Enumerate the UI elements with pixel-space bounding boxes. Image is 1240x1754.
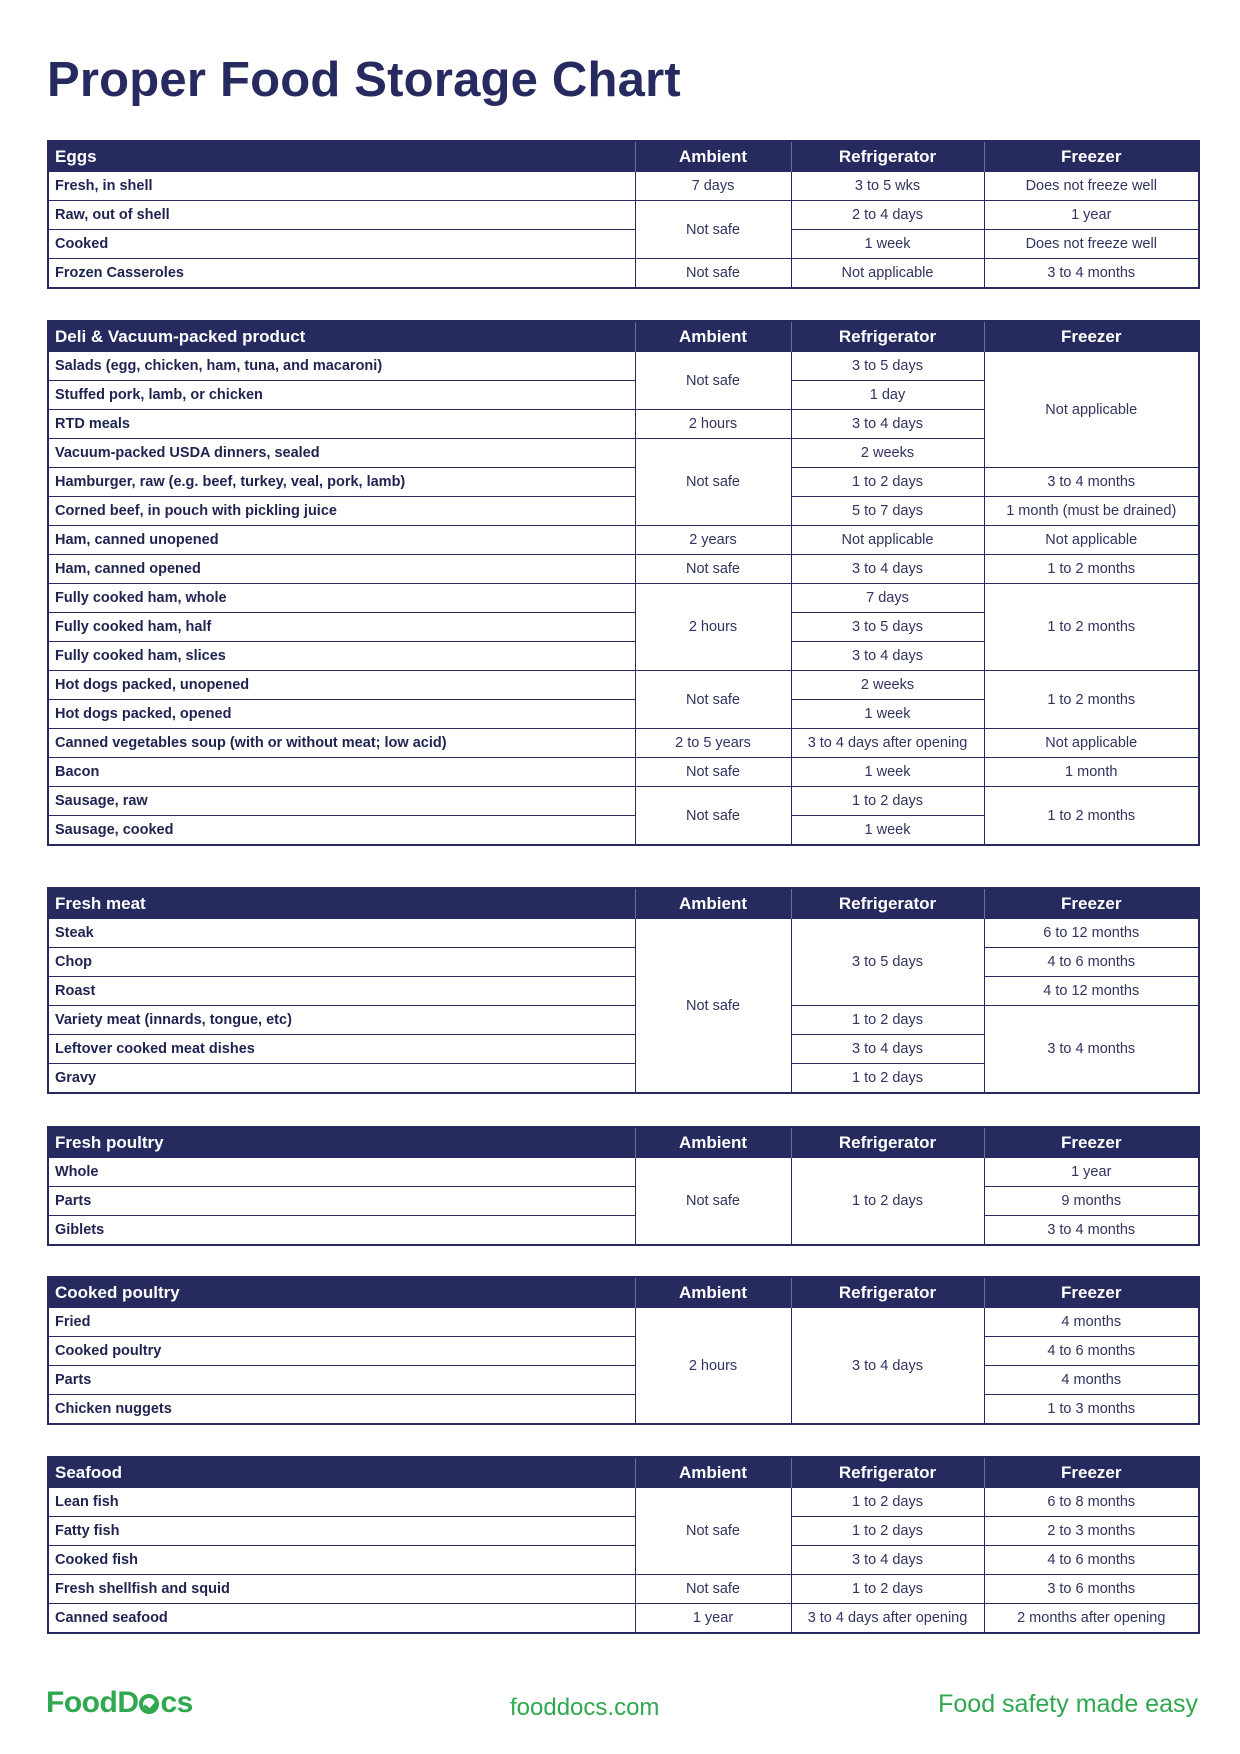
ambient-value: Not safe [635,352,791,410]
freezer-value: 1 to 2 months [984,555,1199,584]
food-item-label: Fresh, in shell [48,172,635,201]
refrigerator-value: 1 to 2 days [791,787,984,816]
refrigerator-value: 1 day [791,381,984,410]
refrigerator-value: 3 to 4 days [791,1308,984,1425]
food-item-label: Sausage, cooked [48,816,635,846]
ambient-value: Not safe [635,259,791,289]
ambient-value: Not safe [635,919,791,1094]
food-item-label: Raw, out of shell [48,201,635,230]
food-item-label: Hot dogs packed, opened [48,700,635,729]
table-row [48,201,1199,230]
column-header-refrigerator: Refrigerator [791,1457,984,1488]
freezer-value: 2 months after opening [984,1604,1199,1634]
food-item-label: Sausage, raw [48,787,635,816]
food-item-label: Cooked fish [48,1546,635,1575]
table-row [48,671,1199,700]
food-item-label: Canned seafood [48,1604,635,1634]
food-item-label: Roast [48,977,635,1006]
food-item-label: Parts [48,1366,635,1395]
header-row [48,1277,1199,1308]
food-item-label: Corned beef, in pouch with pickling juice [48,497,635,526]
ambient-value: Not safe [635,555,791,584]
section-title: Eggs [48,141,635,172]
refrigerator-value: 2 weeks [791,439,984,468]
food-item-label: Fully cooked ham, whole [48,584,635,613]
column-header-ambient: Ambient [635,888,791,919]
freezer-value: 1 year [984,201,1199,230]
food-item-label: Stuffed pork, lamb, or chicken [48,381,635,410]
refrigerator-value: Not applicable [791,526,984,555]
table-row [48,497,1199,526]
refrigerator-value: 3 to 5 days [791,919,984,1006]
column-header-ambient: Ambient [635,141,791,172]
freezer-value: 9 months [984,1187,1199,1216]
freezer-value: 3 to 4 months [984,468,1199,497]
refrigerator-value: 1 week [791,700,984,729]
header-row [48,1127,1199,1158]
food-item-label: Hamburger, raw (e.g. beef, turkey, veal, pork, lamb) [48,468,635,497]
freezer-value: 2 to 3 months [984,1517,1199,1546]
table-row [48,1216,1199,1246]
freezer-value: 4 to 6 months [984,948,1199,977]
table-row [48,1575,1199,1604]
ambient-value: 2 hours [635,410,791,439]
ambient-value: Not safe [635,758,791,787]
food-item-label: Hot dogs packed, unopened [48,671,635,700]
table-row [48,1488,1199,1517]
refrigerator-value: 1 week [791,816,984,846]
food-item-label: Canned vegetables soup (with or without meat; low acid) [48,729,635,758]
freezer-value: Not applicable [984,352,1199,468]
refrigerator-value: 3 to 4 days [791,555,984,584]
refrigerator-value: 3 to 4 days [791,1035,984,1064]
table-row [48,172,1199,201]
food-item-label: Cooked [48,230,635,259]
table-row [48,468,1199,497]
food-item-label: Frozen Casseroles [48,259,635,289]
section-title: Fresh poultry [48,1127,635,1158]
table-row [48,1366,1199,1395]
ambient-value: Not safe [635,1158,791,1246]
ambient-value: Not safe [635,439,791,526]
freezer-value: 4 to 6 months [984,1337,1199,1366]
refrigerator-value: 1 to 2 days [791,468,984,497]
header-row [48,1457,1199,1488]
column-header-refrigerator: Refrigerator [791,1277,984,1308]
food-item-label: Chicken nuggets [48,1395,635,1425]
refrigerator-value: 3 to 4 days after opening [791,729,984,758]
freezer-value: 3 to 4 months [984,1006,1199,1094]
refrigerator-value: 3 to 4 days [791,410,984,439]
section-title: Cooked poultry [48,1277,635,1308]
ambient-value: 1 year [635,1604,791,1634]
food-item-label: Fried [48,1308,635,1337]
food-item-label: Vacuum-packed USDA dinners, sealed [48,439,635,468]
table-row [48,977,1199,1006]
refrigerator-value: Not applicable [791,259,984,289]
freezer-value: 4 to 6 months [984,1546,1199,1575]
freezer-value: 1 to 2 months [984,584,1199,671]
food-item-label: Leftover cooked meat dishes [48,1035,635,1064]
freezer-value: Not applicable [984,729,1199,758]
freezer-value: 3 to 4 months [984,1216,1199,1246]
table-row [48,352,1199,381]
freezer-value: 1 to 2 months [984,787,1199,846]
freezer-value: Does not freeze well [984,230,1199,259]
column-header-freezer: Freezer [984,1277,1199,1308]
column-header-ambient: Ambient [635,1127,791,1158]
food-item-label: Bacon [48,758,635,787]
column-header-freezer: Freezer [984,321,1199,352]
eggs-table [47,140,1200,289]
table-row [48,259,1199,289]
check-circle-icon [139,1694,159,1714]
refrigerator-value: 3 to 5 wks [791,172,984,201]
freezer-value: 3 to 6 months [984,1575,1199,1604]
freezer-value: Not applicable [984,526,1199,555]
food-item-label: RTD meals [48,410,635,439]
table-row [48,555,1199,584]
food-item-label: Lean fish [48,1488,635,1517]
refrigerator-value: 1 to 2 days [791,1488,984,1517]
freezer-value: 6 to 12 months [984,919,1199,948]
food-item-label: Whole [48,1158,635,1187]
food-item-label: Fully cooked ham, half [48,613,635,642]
table-row [48,1337,1199,1366]
refrigerator-value: 1 to 2 days [791,1064,984,1094]
poultry-table [47,1126,1200,1246]
logo-text-food: Food [46,1686,118,1719]
column-header-refrigerator: Refrigerator [791,888,984,919]
ambient-value: Not safe [635,1488,791,1575]
ambient-value: 7 days [635,172,791,201]
food-item-label: Fatty fish [48,1517,635,1546]
column-header-freezer: Freezer [984,1457,1199,1488]
refrigerator-value: 3 to 5 days [791,613,984,642]
column-header-ambient: Ambient [635,1457,791,1488]
table-row [48,758,1199,787]
footer-url[interactable]: fooddocs.com [510,1694,660,1721]
freezer-value: 1 year [984,1158,1199,1187]
freezer-value: 4 months [984,1366,1199,1395]
ambient-value: Not safe [635,671,791,729]
table-row [48,787,1199,816]
refrigerator-value: 3 to 4 days [791,642,984,671]
table-row [48,230,1199,259]
table-row [48,526,1199,555]
refrigerator-value: 1 to 2 days [791,1006,984,1035]
ambient-value: 2 years [635,526,791,555]
cooked-table [47,1276,1200,1425]
refrigerator-value: 3 to 5 days [791,352,984,381]
column-header-ambient: Ambient [635,1277,791,1308]
refrigerator-value: 1 to 2 days [791,1517,984,1546]
table-row [48,1546,1199,1575]
refrigerator-value: 7 days [791,584,984,613]
header-row [48,321,1199,352]
food-item-label: Cooked poultry [48,1337,635,1366]
header-row [48,141,1199,172]
refrigerator-value: 5 to 7 days [791,497,984,526]
meat-table [47,887,1200,1094]
logo-text-cs: cs [160,1686,193,1719]
refrigerator-value: 3 to 4 days [791,1546,984,1575]
freezer-value: 6 to 8 months [984,1488,1199,1517]
food-item-label: Fully cooked ham, slices [48,642,635,671]
logo-text-d: D [117,1686,139,1719]
table-row [48,948,1199,977]
food-item-label: Gravy [48,1064,635,1094]
ambient-value: 2 hours [635,1308,791,1425]
refrigerator-value: 1 to 2 days [791,1158,984,1246]
refrigerator-value: 2 to 4 days [791,201,984,230]
column-header-refrigerator: Refrigerator [791,321,984,352]
freezer-value: 4 months [984,1308,1199,1337]
ambient-value: 2 hours [635,584,791,671]
freezer-value: Does not freeze well [984,172,1199,201]
section-title: Seafood [48,1457,635,1488]
ambient-value: Not safe [635,201,791,259]
column-header-refrigerator: Refrigerator [791,1127,984,1158]
fooddocs-logo [46,1686,193,1720]
refrigerator-value: 1 to 2 days [791,1575,984,1604]
column-header-ambient: Ambient [635,321,791,352]
section-title: Fresh meat [48,888,635,919]
refrigerator-value: 2 weeks [791,671,984,700]
table-row [48,1604,1199,1634]
deli-table [47,320,1200,846]
food-item-label: Fresh shellfish and squid [48,1575,635,1604]
food-item-label: Chop [48,948,635,977]
table-row [48,1395,1199,1425]
table-row [48,584,1199,613]
table-row [48,1158,1199,1187]
ambient-value: 2 to 5 years [635,729,791,758]
freezer-value: 1 month (must be drained) [984,497,1199,526]
column-header-freezer: Freezer [984,888,1199,919]
table-row [48,1006,1199,1035]
column-header-freezer: Freezer [984,141,1199,172]
freezer-value: 3 to 4 months [984,259,1199,289]
footer-tagline: Food safety made easy [938,1690,1198,1718]
table-row [48,1187,1199,1216]
freezer-value: 1 month [984,758,1199,787]
freezer-value: 1 to 2 months [984,671,1199,729]
refrigerator-value: 1 week [791,230,984,259]
table-row [48,729,1199,758]
food-item-label: Ham, canned opened [48,555,635,584]
section-title: Deli & Vacuum-packed product [48,321,635,352]
food-item-label: Variety meat (innards, tongue, etc) [48,1006,635,1035]
refrigerator-value: 1 week [791,758,984,787]
table-row [48,919,1199,948]
freezer-value: 1 to 3 months [984,1395,1199,1425]
food-item-label: Giblets [48,1216,635,1246]
food-item-label: Ham, canned unopened [48,526,635,555]
ambient-value: Not safe [635,787,791,846]
header-row [48,888,1199,919]
food-item-label: Steak [48,919,635,948]
seafood-table [47,1456,1200,1634]
refrigerator-value: 3 to 4 days after opening [791,1604,984,1634]
column-header-refrigerator: Refrigerator [791,141,984,172]
ambient-value: Not safe [635,1575,791,1604]
food-item-label: Parts [48,1187,635,1216]
column-header-freezer: Freezer [984,1127,1199,1158]
food-item-label: Salads (egg, chicken, ham, tuna, and macaroni) [48,352,635,381]
table-row [48,1517,1199,1546]
table-row [48,1308,1199,1337]
page-title: Proper Food Storage Chart [47,53,681,107]
freezer-value: 4 to 12 months [984,977,1199,1006]
